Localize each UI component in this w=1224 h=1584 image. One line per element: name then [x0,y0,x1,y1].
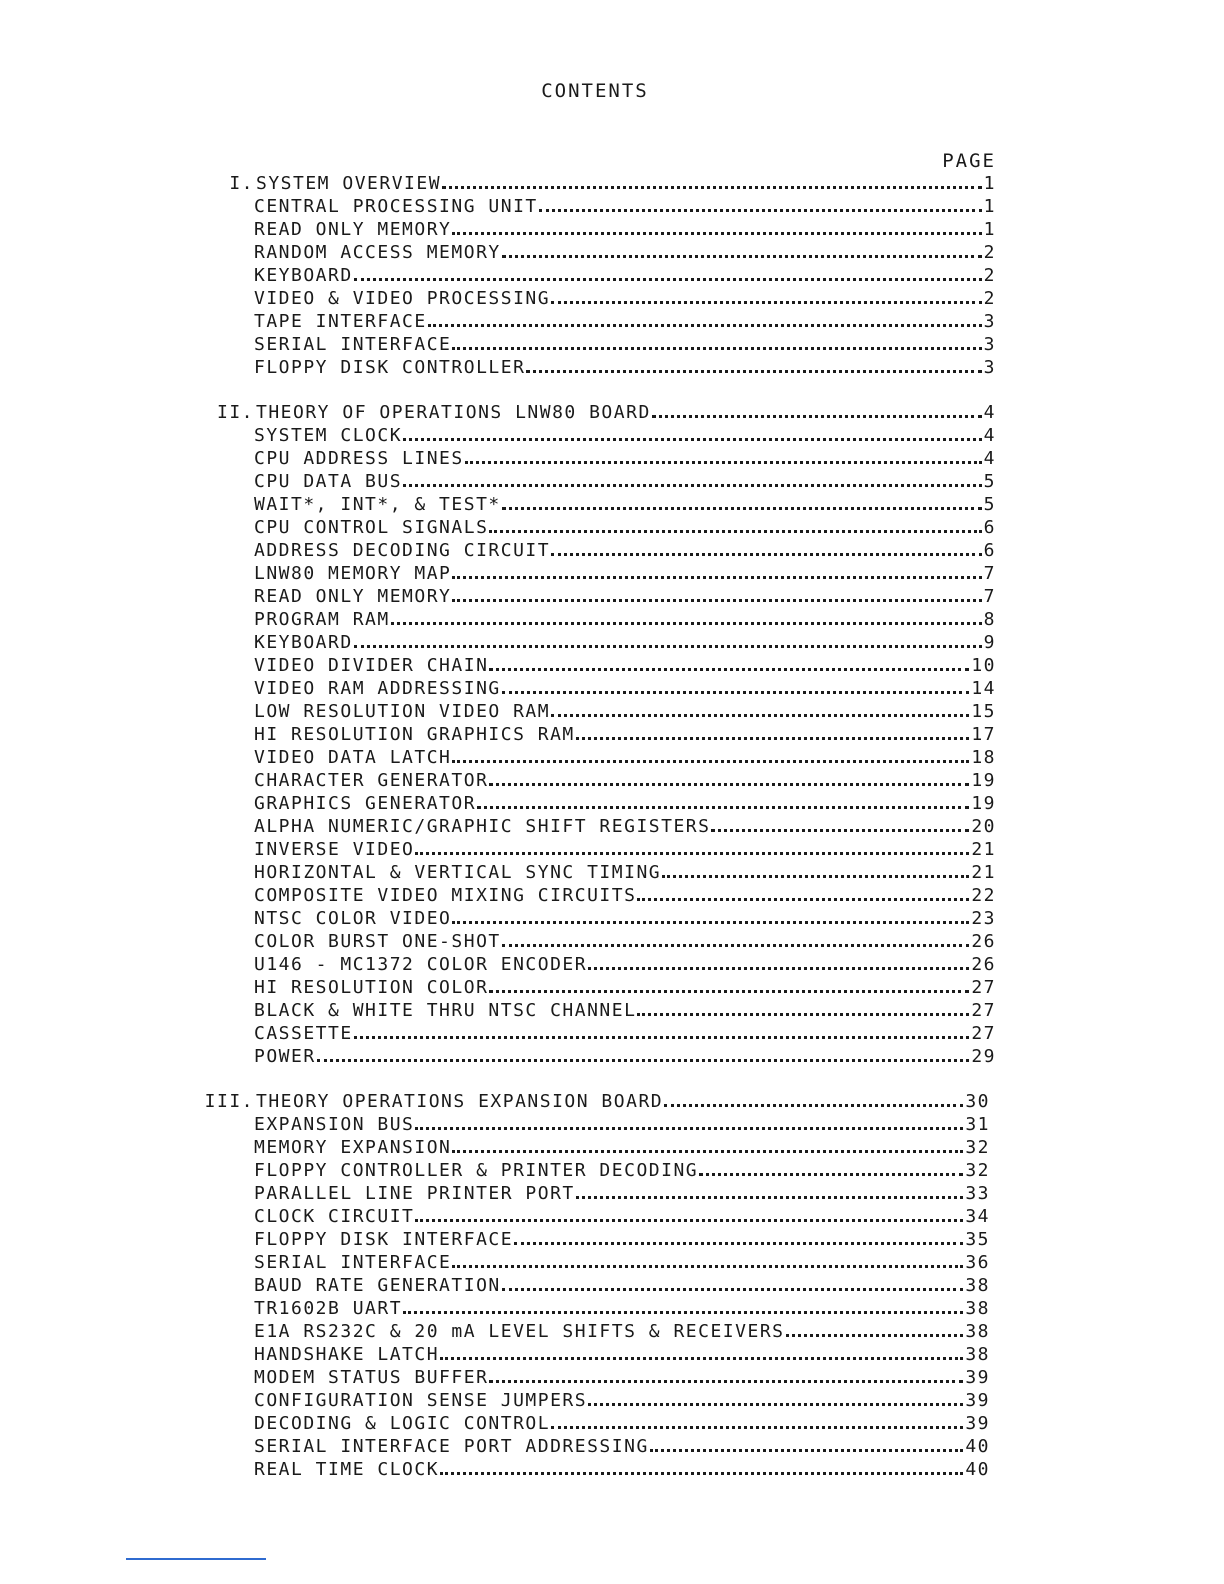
toc-entry-label: SYSTEM OVERVIEW [256,173,442,194]
toc-entry-label: SERIAL INTERFACE PORT ADDRESSING [254,1436,649,1457]
toc-entry [150,1297,990,1320]
toc-entry-label: POWER [254,1046,316,1067]
toc-entry [150,539,996,562]
toc-entry [150,1458,990,1481]
toc-entry-page: 21 [971,862,996,883]
toc-entry [150,1182,990,1205]
toc-entry [150,608,996,631]
toc-entry [150,654,996,677]
toc-entry [150,1320,990,1343]
toc-entry-label: BAUD RATE GENERATION [254,1275,501,1296]
toc-entry-page: 6 [983,517,996,538]
toc-entry-label: FLOPPY CONTROLLER & PRINTER DECODING [254,1160,699,1181]
toc-entry-page: 27 [971,1023,996,1044]
toc-entry-page: 6 [983,540,996,561]
dot-leader [354,278,982,281]
toc-entry-page: 2 [983,288,996,309]
dot-leader [664,1104,963,1107]
toc-entry-label: HI RESOLUTION COLOR [254,977,489,998]
toc-entry [150,1412,990,1435]
toc-entry-label: VIDEO & VIDEO PROCESSING [254,288,551,309]
dot-leader [551,1426,963,1429]
dot-leader [489,783,969,786]
toc-entry [150,769,996,792]
toc-entry-page: 36 [965,1252,990,1273]
toc-entry-page: 39 [965,1367,990,1388]
dot-leader [452,1265,963,1268]
toc-entry-page: 38 [965,1344,990,1365]
dot-leader [576,1196,964,1199]
toc-entry-label: SERIAL INTERFACE [254,334,452,355]
toc-entry-label: PROGRAM RAM [254,609,390,630]
toc-entry-label: E1A RS232C & 20 mA LEVEL SHIFTS & RECEIVERS [254,1321,785,1342]
toc-entry-label: CPU CONTROL SIGNALS [254,517,489,538]
toc-entry-page: 40 [965,1459,990,1480]
toc-entry [150,976,996,999]
toc-entry [150,1343,990,1366]
toc-entry-page: 20 [971,816,996,837]
dot-leader [415,852,969,855]
toc-entry-page: 10 [971,655,996,676]
toc-entry-label: EXPANSION BUS [254,1114,415,1135]
toc-entry-page: 33 [965,1183,990,1204]
toc-entry-label: CPU ADDRESS LINES [254,448,464,469]
section-number: III. [204,1091,254,1112]
toc-entry [150,516,996,539]
toc-entry [150,1251,990,1274]
toc-entry-page: 27 [971,1000,996,1021]
toc-entry [150,195,996,218]
toc-entry-label: REAL TIME CLOCK [254,1459,440,1480]
toc-entry-page: 4 [983,402,996,423]
footer-rule [126,1558,266,1560]
toc-entry-label: INVERSE VIDEO [254,839,415,860]
toc-entry-page: 9 [983,632,996,653]
dot-leader [699,1173,963,1176]
toc-entry [150,723,996,746]
page-column-header: PAGE [942,150,996,172]
toc-entry [150,241,996,264]
toc-entry [150,264,996,287]
dot-leader [415,1219,963,1222]
toc-entry [150,310,996,333]
toc-entry-label: PARALLEL LINE PRINTER PORT [254,1183,575,1204]
page-title: CONTENTS [541,80,649,102]
dot-leader [465,461,982,464]
toc-entry [150,424,996,447]
dot-leader [452,576,981,579]
toc-entry-label: VIDEO DIVIDER CHAIN [254,655,489,676]
toc-entry [150,700,996,723]
dot-leader [588,967,969,970]
dot-leader [551,301,982,304]
toc-entry-label: KEYBOARD [254,265,353,286]
toc-entry-page: 8 [983,609,996,630]
toc-entry-label: MODEM STATUS BUFFER [254,1367,489,1388]
toc-entry [150,172,996,195]
toc-entry-label: MEMORY EXPANSION [254,1137,452,1158]
toc-entry-label: VIDEO RAM ADDRESSING [254,678,501,699]
dot-leader [452,347,981,350]
toc-entry [150,1366,990,1389]
toc-entry-label: WAIT*, INT*, & TEST* [254,494,501,515]
dot-leader [637,898,969,901]
toc-entry-label: FLOPPY DISK INTERFACE [254,1229,514,1250]
toc-entry [150,631,996,654]
toc-entry-page: 39 [965,1390,990,1411]
toc-entry [150,953,996,976]
dot-leader [514,1242,963,1245]
toc-entry-page: 7 [983,563,996,584]
dot-leader [526,370,981,373]
toc-entry [150,999,996,1022]
toc-entry-label: READ ONLY MEMORY [254,586,452,607]
toc-entry [150,562,996,585]
toc-entry [150,1159,990,1182]
toc-entry [150,287,996,310]
dot-leader [452,599,981,602]
toc-entry-label: LOW RESOLUTION VIDEO RAM [254,701,551,722]
toc-entry-page: 7 [983,586,996,607]
toc-entry-label: HANDSHAKE LATCH [254,1344,440,1365]
dot-leader [711,829,969,832]
toc-entry-page: 1 [983,196,996,217]
toc-entry-page: 38 [965,1321,990,1342]
toc-entry [150,1435,990,1458]
dot-leader [489,1380,963,1383]
toc-entry [150,218,996,241]
dot-leader [539,209,982,212]
toc-entry-page: 19 [971,793,996,814]
toc-entry-label: CLOCK CIRCUIT [254,1206,415,1227]
toc-entry-page: 31 [965,1114,990,1135]
toc-entry-page: 14 [971,678,996,699]
toc-entry-label: KEYBOARD [254,632,353,653]
toc-entry-page: 1 [983,219,996,240]
toc-entry-page: 1 [983,173,996,194]
dot-leader [354,1036,970,1039]
toc-section-1 [150,172,996,379]
toc-entry-label: HORIZONTAL & VERTICAL SYNC TIMING [254,862,662,883]
toc-entry-label: RANDOM ACCESS MEMORY [254,242,501,263]
toc-entry-page: 2 [983,265,996,286]
toc-entry [150,746,996,769]
toc-entry-page: 29 [971,1046,996,1067]
toc-entry-page: 19 [971,770,996,791]
toc-entry [150,1389,990,1412]
toc-entry [150,493,996,516]
toc-entry [150,815,996,838]
toc-entry-page: 27 [971,977,996,998]
toc-entry [150,1136,990,1159]
toc-entry-label: CPU DATA BUS [254,471,403,492]
toc-entry-label: THEORY OPERATIONS EXPANSION BOARD [256,1091,664,1112]
toc-entry-page: 3 [983,334,996,355]
toc-entry [150,861,996,884]
toc-entry [150,907,996,930]
dot-leader [489,530,981,533]
toc-entry-page: 38 [965,1298,990,1319]
toc-entry [150,884,996,907]
toc-entry-label: ALPHA NUMERIC/GRAPHIC SHIFT REGISTERS [254,816,711,837]
dot-leader [502,255,982,258]
toc-entry-page: 21 [971,839,996,860]
dot-leader [452,1150,963,1153]
toc-entry-page: 38 [965,1275,990,1296]
toc-entry-label: DECODING & LOGIC CONTROL [254,1413,551,1434]
dot-leader [452,760,969,763]
dot-leader [502,507,982,510]
toc-entry [150,585,996,608]
toc-entry-page: 30 [965,1091,990,1112]
toc-entry-page: 40 [965,1436,990,1457]
toc-entry-page: 35 [965,1229,990,1250]
toc-entry-label: GRAPHICS GENERATOR [254,793,477,814]
dot-leader [391,622,982,625]
toc-entry-label: ADDRESS DECODING CIRCUIT [254,540,551,561]
dot-leader [662,875,969,878]
dot-leader [440,1357,963,1360]
toc-entry-label: SERIAL INTERFACE [254,1252,452,1273]
toc-entry-page: 2 [983,242,996,263]
dot-leader [502,691,970,694]
dot-leader [489,668,969,671]
dot-leader [403,484,982,487]
toc-entry-page: 26 [971,931,996,952]
toc-entry [150,1228,990,1251]
toc-entry-label: FLOPPY DISK CONTROLLER [254,357,526,378]
toc-entry-page: 17 [971,724,996,745]
toc-entry-page: 3 [983,311,996,332]
toc-entry-page: 39 [965,1413,990,1434]
dot-leader [502,1288,964,1291]
toc-entry-label: U146 - MC1372 COLOR ENCODER [254,954,588,975]
toc-section-2 [150,401,996,1068]
toc-entry [150,470,996,493]
dot-leader [551,553,982,556]
toc-entry-page: 4 [983,448,996,469]
toc-entry-label: NTSC COLOR VIDEO [254,908,452,929]
toc-entry-page: 26 [971,954,996,975]
toc-entry [150,792,996,815]
dot-leader [551,714,969,717]
dot-leader [317,1059,970,1062]
dot-leader [442,186,982,189]
toc-entry [150,1205,990,1228]
toc-entry [150,1045,996,1068]
toc-entry [150,447,996,470]
toc-entry-label: LNW80 MEMORY MAP [254,563,452,584]
toc-entry [150,1274,990,1297]
toc-entry-label: COLOR BURST ONE-SHOT [254,931,501,952]
toc-entry-label: CENTRAL PROCESSING UNIT [254,196,538,217]
toc-entry-page: 18 [971,747,996,768]
toc-entry-label: CONFIGURATION SENSE JUMPERS [254,1390,588,1411]
toc-entry-page: 34 [965,1206,990,1227]
dot-leader [428,324,982,327]
toc-entry-page: 32 [965,1137,990,1158]
toc-entry-label: VIDEO DATA LATCH [254,747,452,768]
toc-entry-label: TAPE INTERFACE [254,311,427,332]
section-number: I. [229,173,254,194]
dot-leader [415,1127,963,1130]
toc-section-3 [150,1090,990,1481]
toc-entry-label: TR1602B UART [254,1298,403,1319]
toc-entry-page: 3 [983,357,996,378]
dot-leader [489,990,969,993]
toc-entry [150,1022,996,1045]
toc-entry-page: 4 [983,425,996,446]
toc-entry-page: 22 [971,885,996,906]
toc-entry [150,333,996,356]
toc-entry-page: 15 [971,701,996,722]
toc-entry [150,1090,990,1113]
dot-leader [650,1449,964,1452]
toc-entry-label: READ ONLY MEMORY [254,219,452,240]
toc-entry-label: HI RESOLUTION GRAPHICS RAM [254,724,575,745]
dot-leader [403,438,982,441]
toc-entry [150,401,996,424]
toc-entry-label: THEORY OF OPERATIONS LNW80 BOARD [256,402,651,423]
dot-leader [652,415,982,418]
toc-entry-page: 23 [971,908,996,929]
section-number: II. [216,402,254,423]
toc-entry-label: CHARACTER GENERATOR [254,770,489,791]
toc-entry [150,930,996,953]
toc-entry-label: SYSTEM CLOCK [254,425,403,446]
toc-entry-page: 32 [965,1160,990,1181]
toc-entry-label: COMPOSITE VIDEO MIXING CIRCUITS [254,885,637,906]
toc-entry [150,677,996,700]
dot-leader [637,1013,969,1016]
dot-leader [576,737,970,740]
dot-leader [403,1311,963,1314]
dot-leader [786,1334,964,1337]
dot-leader [452,921,969,924]
dot-leader [502,944,970,947]
toc-entry-page: 5 [983,471,996,492]
dot-leader [477,806,969,809]
toc-entry-label: BLACK & WHITE THRU NTSC CHANNEL [254,1000,637,1021]
dot-leader [354,645,982,648]
toc-entry [150,838,996,861]
toc-entry-page: 5 [983,494,996,515]
dot-leader [440,1472,963,1475]
toc-entry-label: CASSETTE [254,1023,353,1044]
toc-entry [150,1113,990,1136]
dot-leader [452,232,981,235]
toc-entry [150,356,996,379]
dot-leader [588,1403,963,1406]
